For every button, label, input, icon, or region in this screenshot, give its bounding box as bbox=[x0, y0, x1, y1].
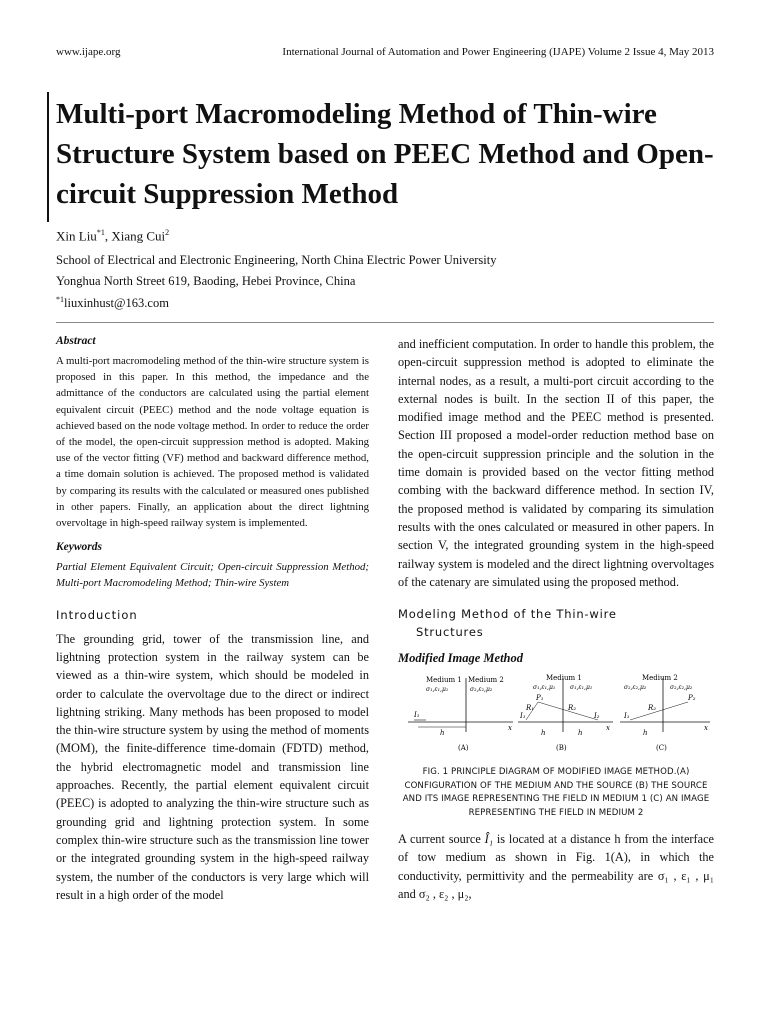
figure-1 bbox=[398, 672, 714, 758]
axis-label: x bbox=[606, 724, 610, 733]
running-header bbox=[56, 46, 714, 62]
r2-label: R₂ bbox=[568, 704, 577, 713]
journal-website: www.ijape.org bbox=[56, 46, 121, 58]
point-label: P₂ bbox=[688, 694, 696, 703]
address-line: Yonghua North Street 619, Baoding, Hebei Province, China bbox=[56, 274, 356, 288]
panel-b-label: (B) bbox=[556, 744, 567, 753]
panel-a-label: (A) bbox=[458, 744, 469, 753]
panel-c-label: (C) bbox=[656, 744, 667, 753]
distance-label: h bbox=[541, 729, 546, 738]
author-name: Xiang Cui bbox=[111, 228, 166, 244]
image-source-label: I₂ bbox=[594, 712, 600, 721]
paragraph-text: is located at a distance h from the interface of tow medium as shown in Fig. 1(A), in which the conductivity, permittivity and the permeability are σ₁ , ε₁ , μ₁ and σ₂ , ε₂ , μ₂, bbox=[398, 832, 714, 902]
figure-caption: FIG. 1 PRINCIPLE DIAGRAM OF MODIFIED IMAGE METHOD.(A) CONFIGURATION OF THE MEDIUM AND THE SOURCE (B) THE SOURCE AND ITS IMAGE REPRESENTING THE FIELD IN MEDIUM 1 (C) AN IMAGE REPRESENTING THE FIELD IN MEDIUM 2 bbox=[402, 767, 710, 818]
affiliation-line: School of Electrical and Electronic Engineering, North China Electric Power University bbox=[56, 253, 497, 267]
method-paragraph bbox=[398, 830, 714, 903]
panel-b bbox=[518, 674, 613, 752]
axis-label: x bbox=[704, 724, 708, 733]
medium-2-label: Medium 2 bbox=[468, 676, 504, 685]
distance-label: h bbox=[643, 729, 648, 738]
journal-citation: International Journal of Automation and Power Engineering (IJAPE) Volume 2 Issue 4, May 2013 bbox=[282, 46, 714, 58]
title-accent-bar bbox=[47, 92, 49, 222]
source-label: I₁ bbox=[624, 712, 630, 721]
r1-label: R₁ bbox=[526, 704, 535, 713]
source-label: I₁ bbox=[520, 712, 526, 721]
author-mark: *1 bbox=[96, 228, 105, 237]
medium-2-params: σ₂,ε₂,μ₂ bbox=[470, 686, 493, 694]
medium-1-params: σ₁,ε₁,μ₁ bbox=[533, 684, 556, 692]
section-heading-line: Modeling Method of the Thin-wire bbox=[398, 607, 617, 622]
introduction-heading: Introduction bbox=[56, 607, 138, 622]
introduction-text: The grounding grid, tower of the transmission line, and lightning protection system in the railway system can be viewed as a thin-wire system, which should be modeled in order to calculate the overvoltage due to the direct or indirect lightning striking. Many methods has been proposed to model the thin-wire structure system by using the method of moments (MOM), the finite-difference time-domain (FDTD) method, the hybrid electromagnetic model and transmission line approaches. Recently, the partial element equivalent circuit (PEEC) is adopted to analyzing the thin-wire structure such as grounding grid and lightning protection system. In some complex thin-wire structure such as the transmission line tower or the integrated grounding system in the high-speed railway system, the number of the conductors is very large which will result in a high order of the model bbox=[56, 631, 369, 902]
author-email: liuxinhust@163.com bbox=[64, 296, 169, 311]
keywords-heading: Keywords bbox=[56, 541, 102, 554]
medium-1-label: Medium 1 bbox=[426, 676, 462, 685]
panel-c bbox=[620, 674, 710, 752]
distance-label: h bbox=[440, 729, 445, 738]
introduction-continued: and inefficient computation. In order to handle this problem, the open-circuit suppression method is adopted to eliminate the internal nodes, as a result, a multi-port circuit according to the external nodes is built. In the section II of this paper, the modified image method and the PEEC method is presented. Section III proposed a model-order reduction method base on the open-circuit suppression principle and the solution in the time domain is provided based on the vector fitting method combing with the backward difference method. In section IV, the proposed method is validated by comparing its simulation results with the ones calculated or measured in other papers. In section V, the integrated grounding system in the high-speed railway system is modeled and the direct lightning overvoltages of the catenary are simulated using the proposed method. bbox=[398, 337, 714, 589]
medium-1-label: Medium 1 bbox=[546, 674, 582, 683]
author-name: Xin Liu bbox=[56, 228, 97, 244]
email-mark: *1 bbox=[56, 295, 64, 304]
image-method-diagram bbox=[398, 672, 714, 758]
axis-label: x bbox=[508, 724, 512, 733]
subsection-heading: Modified Image Method bbox=[398, 651, 523, 666]
medium-2-params: σ₂,ε₂,μ₂ bbox=[670, 684, 693, 692]
medium-1-params: σ₁,ε₁,μ₁ bbox=[426, 686, 449, 694]
section-heading bbox=[398, 605, 714, 641]
right-column bbox=[398, 335, 714, 903]
section-heading-line: Structures bbox=[416, 625, 484, 640]
keywords-text: Partial Element Equivalent Circuit; Open-circuit Suppression Method; Multi-port Macromodeling Method; Thin-wire System bbox=[56, 561, 369, 590]
point-label: P₁ bbox=[536, 694, 544, 703]
medium-2-label: Medium 2 bbox=[642, 674, 678, 683]
left-column bbox=[56, 335, 369, 904]
medium-2-params: σ₂,ε₂,μ₂ bbox=[624, 684, 647, 692]
abstract-text: A multi-port macromodeling method of the thin-wire structure system is proposed in this paper. In this method, the impedance and the admittance of the conductors are calculated using the partial element equivalent circuit (PEEC) method and the node voltage equation is achieved based on the node voltage method. In order to reduce the order of the model, the open-circuit suppression method is adopted. Making use of the vector fitting (VF) method and backward difference method, a time domain solution is achieved. The proposed method is validated by comparing its results with the calculated or measured ones published in other papers. Finally, an application about the direct lightning overvoltage in high-speed railway system is implemented. bbox=[56, 355, 369, 530]
panel-a bbox=[408, 676, 513, 752]
author-mark: 2 bbox=[165, 228, 170, 237]
paper-title: Multi-port Macromodeling Method of Thin-wire Structure System based on PEEC Method and Open-circuit Suppression Method bbox=[56, 98, 714, 210]
source-label: I₁ bbox=[414, 711, 420, 720]
paragraph-text: A current source bbox=[398, 832, 485, 847]
r2-label: R₂ bbox=[648, 704, 657, 713]
current-symbol: Î₁ bbox=[484, 832, 494, 847]
distance-line bbox=[630, 702, 688, 720]
distance-label: h bbox=[578, 729, 583, 738]
medium-1-params: σ₁,ε₁,μ₁ bbox=[570, 684, 593, 692]
header-divider bbox=[56, 322, 714, 323]
abstract-heading: Abstract bbox=[56, 335, 96, 347]
author-list bbox=[56, 228, 169, 244]
email-line bbox=[56, 295, 169, 311]
author-separator: , bbox=[104, 228, 112, 244]
